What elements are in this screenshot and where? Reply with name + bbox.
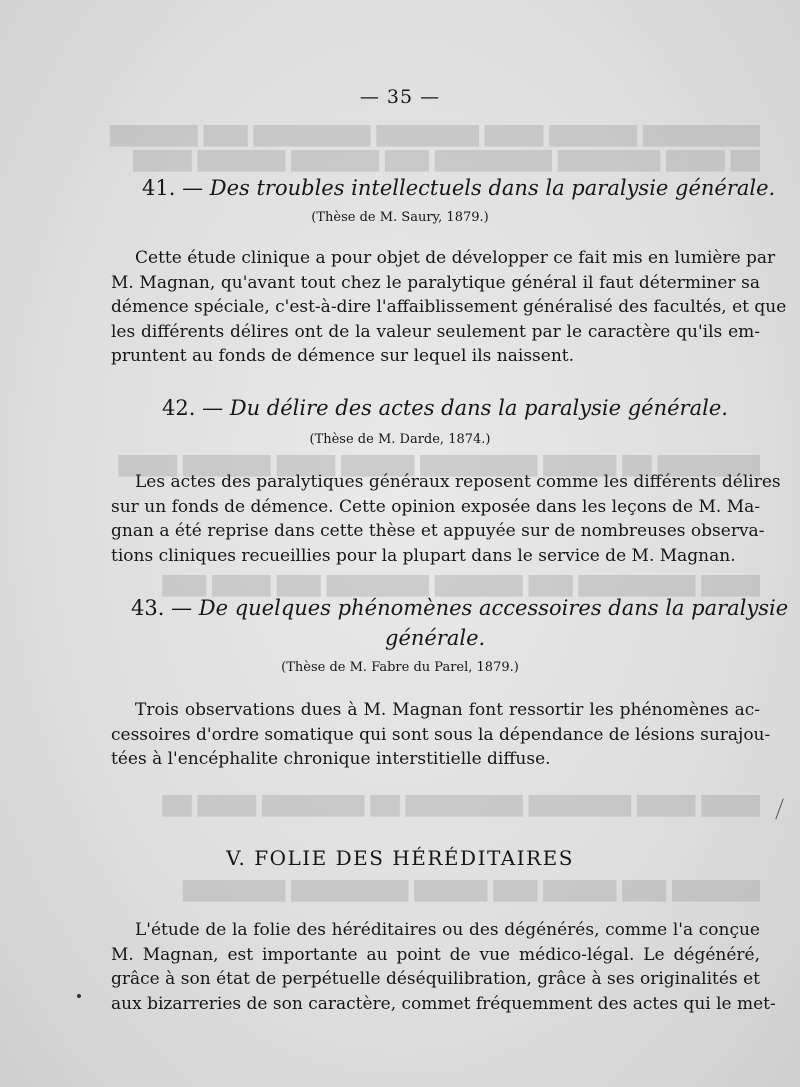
paragraph-line: tions cliniques recueillies pour la plupart dans le service de M. Magnan. [111, 545, 736, 566]
paragraph-line: grâce à son état de perpétuelle déséquilibration, grâce à ses originalités et [111, 969, 760, 989]
section-43-heading-continuation: générale. [385, 626, 486, 650]
section-title: — Du délire des actes dans la paralysie générale. [202, 396, 728, 420]
margin-mark [77, 994, 81, 998]
paragraph-line: aux bizarreries de son caractère, commet fréquemment des actes qui le met- [111, 993, 776, 1014]
bleed-through-texture: ████████ ██████ ████ ███████ ████████ ███ ██████ [110, 125, 760, 147]
paragraph-line: Trois observations dues à M. Magnan font ressortir les phénomènes ac- [135, 700, 760, 720]
paragraph-line: sur un fonds de démence. Cette opinion exposée dans les leçons de M. Ma- [111, 496, 760, 517]
section-number: 41. [142, 176, 176, 200]
page-number: — 35 — [359, 86, 441, 108]
section-41-paragraph [111, 246, 787, 369]
paragraph-line: tées à l'encéphalite chronique interstitielle diffuse. [111, 749, 551, 769]
section-43-paragraph [111, 698, 771, 772]
paragraph-line: cessoires d'ordre somatique qui sont sous la dépendance de lésions surajou- [111, 724, 771, 745]
chapter-title: V. FOLIE DES HÉRÉDITAIRES [226, 846, 574, 870]
bleed-through-texture: ███████ ██ █████ ████████ █████ ████ ██████ ████ [118, 455, 760, 477]
paragraph-line: pruntent au fonds de démence sur lequel ils naissent. [111, 346, 575, 366]
section-title: — Des troubles intellectuels dans la paralysie générale. [182, 176, 776, 200]
section-42-paragraph [111, 470, 781, 568]
bleed-through-texture: ████ ████████ ███ ██████ ███████ ███ ████ ███ [162, 575, 760, 597]
bleed-through-texture: ██████ ███ █████ ███ █████ ████████ ███████ [183, 880, 760, 902]
chapter-paragraph [111, 918, 776, 1016]
section-41-thesis: (Thèse de M. Saury, 1879.) [311, 210, 489, 225]
paragraph-line: M. Magnan, est importante au point de vue médico-légal. Le dégénéré, [111, 944, 760, 965]
section-43-thesis: (Thèse de M. Fabre du Parel, 1879.) [281, 660, 519, 675]
paragraph-line: Cette étude clinique a pour objet de développer ce fait mis en lumière par [135, 248, 776, 268]
paragraph-line: démence spéciale, c'est-à-dire l'affaiblissement généralisé des facultés, et que [111, 297, 787, 317]
paragraph-line: L'étude de la folie des héréditaires ou des dégénérés, comme l'a conçue [135, 920, 760, 940]
margin-tick-mark [775, 798, 783, 819]
paragraph-line: Les actes des paralytiques généraux reposent comme les différents délires [135, 472, 781, 492]
bleed-through-texture: ████ ████ ███████ ████████ ██ ███████ ████ ██ [162, 795, 760, 817]
section-title: — De quelques phénomènes accessoires dans la paralysie [171, 596, 789, 620]
section-number: 42. [162, 396, 196, 420]
paragraph-line: gnan a été reprise dans cette thèse et appuyée sur de nombreuses observa- [111, 521, 765, 541]
section-41-heading [142, 174, 776, 202]
section-42-thesis: (Thèse de M. Darde, 1874.) [309, 432, 491, 447]
section-43-heading [131, 594, 789, 622]
section-number: 43. [131, 596, 165, 620]
section-42-heading [162, 394, 782, 422]
paragraph-line: M. Magnan, qu'avant tout chez le paralytique général il faut déterminer sa [111, 272, 760, 293]
bleed-through-texture: ██ ████ ███████ ████████ ███ ██████ ██████ ████ [133, 150, 760, 172]
paragraph-line: les différents délires ont de la valeur seulement par le caractère qu'ils em- [111, 321, 760, 342]
